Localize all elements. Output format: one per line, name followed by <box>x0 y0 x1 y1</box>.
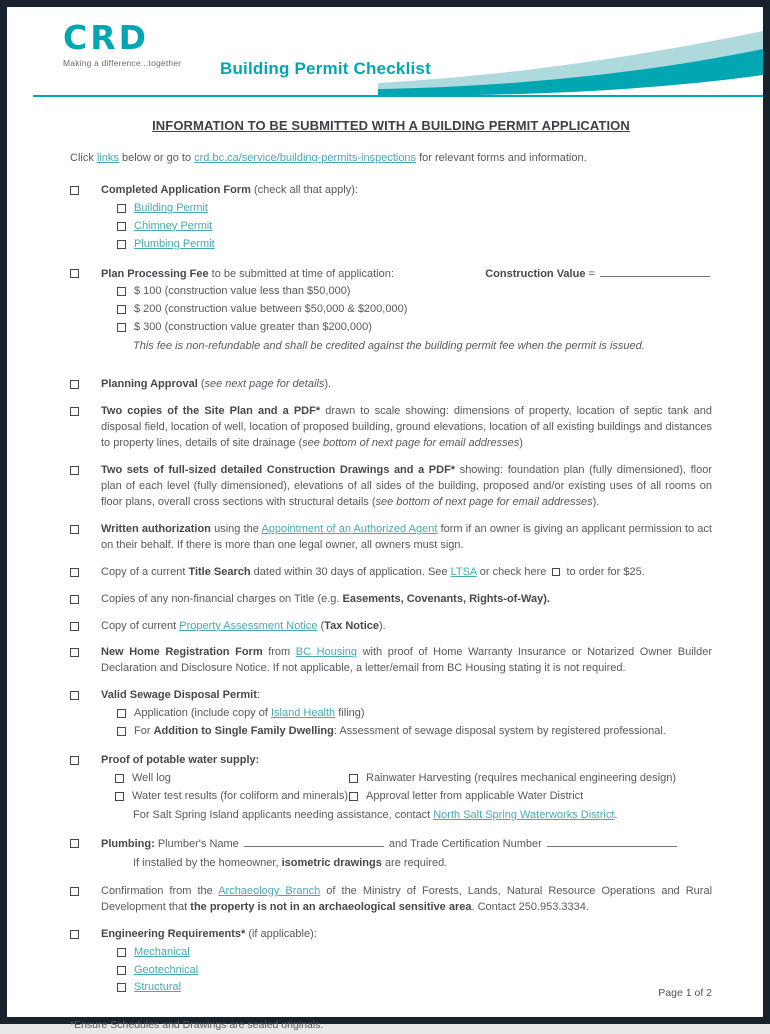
item-text <box>101 884 712 916</box>
text-run: are required. <box>381 856 448 869</box>
text-run: Construction Value <box>485 267 586 280</box>
item-text <box>101 836 712 853</box>
sub-item-row <box>115 771 712 787</box>
text-run: for relevant forms and information. <box>416 151 587 164</box>
sub-item-text <box>134 706 365 722</box>
text-run: to order for $25. <box>563 565 645 578</box>
item-text <box>101 463 712 511</box>
item-note <box>133 339 712 355</box>
intro-text <box>70 151 712 167</box>
trade-certification-number-blank[interactable] <box>547 836 677 847</box>
plumber-name-blank[interactable] <box>244 836 384 847</box>
sub-item <box>349 771 712 787</box>
checklist-item-plumbing <box>70 836 712 873</box>
checklist-item-title-search <box>70 565 712 581</box>
sub-checkbox[interactable] <box>117 204 126 213</box>
item-text <box>101 619 712 635</box>
sub-item-text <box>134 219 212 235</box>
sub-item <box>115 771 349 787</box>
sub-items <box>101 771 712 824</box>
text-run: the property is not in an archaeological sensitive area <box>190 900 472 913</box>
text-run: using the <box>210 522 262 535</box>
bc-housing-link[interactable]: BC Housing <box>295 646 358 659</box>
item-body <box>101 688 712 742</box>
sub-checkbox[interactable] <box>115 792 124 801</box>
text-run: Valid Sewage Disposal Permit <box>101 689 257 702</box>
item-text <box>101 183 712 199</box>
text-run: filing) <box>335 707 365 720</box>
item-text <box>101 266 712 283</box>
checklist-item-completed-application-form <box>70 183 712 255</box>
text-run: see bottom of next page for email addresses <box>375 495 593 508</box>
text-run: If installed by the homeowner, <box>133 856 282 869</box>
text-run: and Trade Certification Number <box>385 837 545 850</box>
text-run: (if applicable): <box>245 927 317 940</box>
sub-checkbox[interactable] <box>117 287 126 296</box>
item-body <box>101 836 712 873</box>
links-link[interactable]: links <box>96 151 119 164</box>
sub-item-text <box>134 724 666 740</box>
text-run: drawn to scale showing: dimensions of property, location of septic tank and disposal field, location of well, location of proposed building, ground elevations, location of all existing buildings and distances to property lines, details of site drainage ( <box>101 405 713 450</box>
item-body <box>101 463 712 511</box>
text-run: ). <box>592 495 600 508</box>
sub-item <box>117 706 365 722</box>
item-checkbox-new-home-registration[interactable] <box>70 648 79 657</box>
sub-item-row <box>117 237 712 253</box>
text-run: ) <box>519 437 523 450</box>
sub-item-row <box>117 219 712 235</box>
sub-item-row <box>117 320 712 336</box>
crd-logo-text: CRD <box>63 18 150 57</box>
header-divider <box>33 95 763 97</box>
text-run: Planning Approval <box>101 378 198 391</box>
checklist-item-written-authorization <box>70 522 712 554</box>
item-checkbox-sewage-disposal-permit[interactable] <box>70 691 79 700</box>
sub-item <box>117 320 372 336</box>
sub-item <box>117 302 407 318</box>
sub-item-text <box>134 945 190 961</box>
item-checkbox-potable-water-supply[interactable] <box>70 756 79 765</box>
sub-items <box>101 284 712 355</box>
sub-checkbox[interactable] <box>117 305 126 314</box>
sub-item <box>117 724 666 740</box>
crd-logo <box>63 18 182 68</box>
text-run: Application (include copy of <box>134 707 271 720</box>
item-checkbox-archaeology[interactable] <box>70 887 79 896</box>
item-checkbox-non-financial-charges[interactable] <box>70 595 79 604</box>
item-note <box>133 856 712 872</box>
text-run: Engineering Requirements* <box>101 927 246 940</box>
sub-items <box>101 706 712 740</box>
header-swoosh-graphic <box>378 31 763 97</box>
text-run: For Salt Spring Island applicants needing assistance, contact <box>133 808 434 821</box>
checklist-item-property-assessment-notice <box>70 619 712 635</box>
sub-item-text <box>132 771 171 787</box>
item-body <box>101 565 712 581</box>
archaeology-branch-link[interactable]: Archaeology Branch <box>218 884 321 897</box>
text-run: Completed Application Form <box>101 183 251 196</box>
page-number: Page 1 of 2 <box>658 987 712 999</box>
text-run: with proof of Home Warranty Insurance or Notarized Owner Builder Declaration and Disclosure Notice. If not applicable, a letter/email from BC Housing stating it is not required. <box>101 646 712 675</box>
text-run: Copy of a current <box>101 565 189 578</box>
item-text <box>101 927 712 943</box>
text-run: For <box>134 725 154 738</box>
text-run: . Contact 250.953.3334. <box>471 900 589 913</box>
item-text <box>101 565 712 581</box>
item-text-left <box>101 267 394 283</box>
item-body <box>101 404 712 452</box>
text-run: of the Ministry of Forests, Lands, Natural Resource Operations and Rural Development that <box>101 884 713 913</box>
checklist-item-new-home-registration <box>70 645 712 677</box>
checklist-item-engineering-requirements <box>70 927 712 999</box>
sub-item <box>117 237 215 253</box>
island-health-link[interactable]: Island Health <box>270 707 336 720</box>
sub-item-text <box>134 980 181 996</box>
structural-link[interactable]: Structural <box>134 981 182 994</box>
text-run: Copies of any non-financial charges on Title (e.g. <box>101 592 343 605</box>
checklist-item-non-financial-charges <box>70 592 712 608</box>
geotechnical-link[interactable]: Geotechnical <box>134 963 199 976</box>
sub-items <box>101 201 712 253</box>
item-body <box>101 884 712 916</box>
sub-item-text <box>134 201 208 217</box>
sub-items <box>101 856 712 872</box>
item-body <box>101 377 712 393</box>
sub-item-row <box>117 706 712 722</box>
text-run: Click <box>70 151 97 164</box>
item-checkbox-engineering-requirements[interactable] <box>70 930 79 939</box>
item-checkbox-construction-drawings[interactable] <box>70 466 79 475</box>
text-run: ( <box>317 619 325 632</box>
sub-checkbox[interactable] <box>115 774 124 783</box>
sub-item <box>349 789 712 805</box>
sub-checkbox[interactable] <box>349 792 358 801</box>
item-text <box>101 645 712 677</box>
text-run: see next page for details <box>204 378 325 391</box>
text-run: Plumbing: <box>101 837 155 850</box>
item-checkbox-plumbing[interactable] <box>70 839 79 848</box>
text-run: Written authorization <box>101 522 211 535</box>
checklist-item-potable-water-supply <box>70 753 712 825</box>
ltsa-link[interactable]: LTSA <box>450 565 477 578</box>
item-body <box>101 619 712 635</box>
text-run: = <box>585 267 598 280</box>
sub-checkbox[interactable] <box>117 948 126 957</box>
item-text <box>101 404 712 452</box>
item-body <box>101 183 712 255</box>
mechanical-link[interactable]: Mechanical <box>134 945 190 958</box>
sub-item-row <box>115 789 712 805</box>
chimney-permit-link[interactable]: Chimney Permit <box>134 219 213 232</box>
item-checkbox-property-assessment-notice[interactable] <box>70 622 79 631</box>
checklist-item-site-plan <box>70 404 712 452</box>
item-body <box>101 266 712 357</box>
sub-item-text <box>134 302 407 318</box>
item-body <box>101 753 712 825</box>
item-checkbox-plan-processing-fee[interactable] <box>70 269 79 278</box>
sub-item-row <box>117 724 712 740</box>
text-run: Copy of current <box>101 619 180 632</box>
property-assessment-notice-link[interactable]: Property Assessment Notice <box>179 619 318 632</box>
sub-item-text <box>134 284 350 300</box>
authorized-agent-link[interactable]: Appointment of an Authorized Agent <box>261 522 438 535</box>
text-run: Tax Notice <box>324 619 379 632</box>
item-checkbox-title-search[interactable] <box>70 568 79 577</box>
text-run: form if an owner is giving an applicant permission to act on their behalf. If there is more than one legal owner, all owners must sign. <box>101 522 712 551</box>
sub-checkbox[interactable] <box>117 709 126 718</box>
sub-item-row <box>117 945 712 961</box>
item-checkbox-completed-application-form[interactable] <box>70 186 79 195</box>
text-run: Addition to Single Family Dwelling <box>153 725 334 738</box>
checklist-item-plan-processing-fee <box>70 266 712 357</box>
sub-item-text <box>366 771 676 787</box>
building-permit-link[interactable]: Building Permit <box>134 201 208 214</box>
item-checkbox-written-authorization[interactable] <box>70 525 79 534</box>
text-run: dated within 30 days of application. See <box>250 565 451 578</box>
sub-item-text <box>134 237 215 253</box>
footnote: *Ensure Schedules and Drawings are sealed originals. <box>70 1019 324 1032</box>
text-run: Easements, Covenants, Rights-of-Way). <box>342 592 550 605</box>
item-text <box>101 592 712 608</box>
item-text <box>101 522 712 554</box>
sub-item <box>115 789 349 805</box>
text-run: to be submitted at time of application: <box>208 267 394 280</box>
sub-checkbox[interactable] <box>117 983 126 992</box>
sub-item-row <box>117 302 712 318</box>
text-run: This fee is non-refundable and shall be credited against the building permit fee when the permit is issued. <box>133 340 645 353</box>
text-run: Water test results (for coliform and minerals) <box>132 790 348 803</box>
text-run: Proof of potable water supply: <box>101 754 260 767</box>
checklist-item-planning-approval <box>70 377 712 393</box>
sub-checkbox[interactable] <box>117 966 126 975</box>
text-run: New Home Registration Form <box>101 646 263 659</box>
text-run: $ 100 (construction value less than $50,000) <box>134 285 351 298</box>
sub-items <box>101 945 712 997</box>
sub-checkbox[interactable] <box>117 222 126 231</box>
plumbing-permit-link[interactable]: Plumbing Permit <box>134 237 215 250</box>
text-run: . <box>614 808 618 821</box>
checklist <box>70 183 712 999</box>
text-run: Two copies of the Site Plan and a PDF* <box>101 405 321 418</box>
sub-item <box>117 963 198 979</box>
text-run: or check here <box>476 565 550 578</box>
text-run: from <box>262 646 296 659</box>
sub-item <box>117 284 350 300</box>
sub-checkbox[interactable] <box>117 323 126 332</box>
text-run: isometric drawings <box>281 856 382 869</box>
text-run: ). <box>378 619 386 632</box>
item-checkbox-site-plan[interactable] <box>70 407 79 416</box>
north-salt-spring-waterworks-link[interactable]: North Salt Spring Waterworks District <box>433 808 615 821</box>
text-run: (check all that apply): <box>250 183 358 196</box>
checklist-item-sewage-disposal-permit <box>70 688 712 742</box>
item-body <box>101 522 712 554</box>
sub-checkbox[interactable] <box>349 774 358 783</box>
title-search-order-checkbox[interactable] <box>552 568 560 576</box>
item-text <box>101 688 712 704</box>
text-run: Approval letter from applicable Water District <box>366 790 584 803</box>
document-title: Building Permit Checklist <box>220 59 431 78</box>
item-body <box>101 645 712 677</box>
text-run: ( <box>197 378 205 391</box>
sub-item <box>117 980 181 996</box>
text-run: Plan Processing Fee <box>101 267 209 280</box>
item-note <box>133 808 712 824</box>
sub-item <box>117 219 212 235</box>
text-run: Two sets of full-sized detailed Construction Drawings and a PDF* <box>101 463 456 476</box>
sub-item-text <box>132 789 348 805</box>
sub-checkbox[interactable] <box>117 727 126 736</box>
text-run: Plumber's Name <box>154 837 242 850</box>
sub-item-row <box>117 980 712 996</box>
text-run: $ 200 (construction value between $50,000 & $200,000) <box>134 303 408 316</box>
crd-url-link[interactable]: crd.bc.ca/service/building-permits-inspections <box>194 151 417 164</box>
item-text-right <box>467 266 712 283</box>
item-text <box>101 377 712 393</box>
text-run: Well log <box>132 772 171 785</box>
sub-item <box>117 945 190 961</box>
brand-tagline: Making a difference...together <box>63 58 182 68</box>
construction-value-blank[interactable] <box>600 266 710 277</box>
content-area <box>7 97 763 1034</box>
sub-item-text <box>366 789 583 805</box>
text-run: : Assessment of sewage disposal system by registered professional. <box>333 725 666 738</box>
page-title: INFORMATION TO BE SUBMITTED WITH A BUILDING PERMIT APPLICATION <box>152 118 630 133</box>
sub-item-row <box>117 201 712 217</box>
sub-item <box>117 201 208 217</box>
text-run: see bottom of next page for email addresses <box>302 437 520 450</box>
header <box>7 7 763 97</box>
text-run: Confirmation from the <box>101 884 219 897</box>
item-body <box>101 592 712 608</box>
text-run: below or go to <box>118 151 195 164</box>
text-run: $ 300 (construction value greater than $200,000) <box>134 321 372 334</box>
sub-item-text <box>134 963 198 979</box>
checklist-item-archaeology <box>70 884 712 916</box>
text-run: Rainwater Harvesting (requires mechanical engineering design) <box>366 772 676 785</box>
text-run: ). <box>324 378 332 391</box>
item-checkbox-planning-approval[interactable] <box>70 380 79 389</box>
item-body <box>101 927 712 999</box>
text-run: : <box>256 689 260 702</box>
sub-item-row <box>117 963 712 979</box>
checklist-item-construction-drawings <box>70 463 712 511</box>
item-text <box>101 753 712 769</box>
text-run: Title Search <box>188 565 251 578</box>
text-run: showing: foundation plan (fully dimensioned), floor plan of each level (fully dimensioned), elevations of all sides of the building, proposed and/or existing uses of all rooms on floor plans, overall cross sections with structural details ( <box>101 463 712 508</box>
sub-item-row <box>117 284 712 300</box>
sub-checkbox[interactable] <box>117 240 126 249</box>
sub-item-text <box>134 320 372 336</box>
